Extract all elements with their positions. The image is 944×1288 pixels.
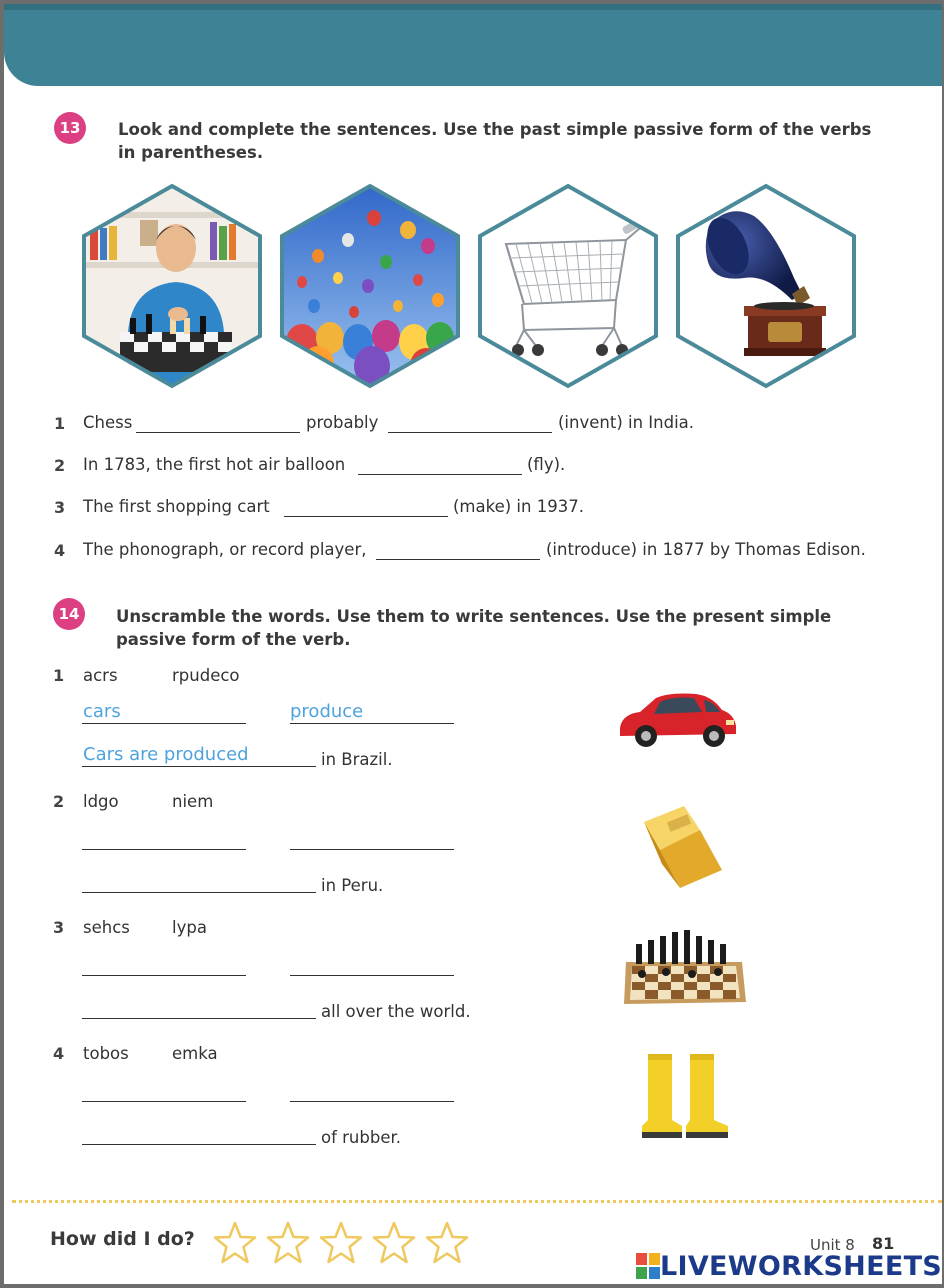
header-band [4, 4, 942, 86]
ex14-item-4-ending: of rubber. [321, 1128, 402, 1147]
ex13-sentence-3-blank[interactable] [284, 516, 448, 517]
ex13-sentence-1-blank-1[interactable] [136, 432, 300, 433]
liveworksheets-watermark [636, 1250, 942, 1282]
ex14-item-2-sentence-line[interactable] [82, 892, 316, 893]
ex14-item-1-number: 1 [53, 666, 65, 685]
ex14-item-2-line-1[interactable] [82, 849, 246, 850]
ex13-sentence-1-number: 1 [54, 414, 66, 433]
ex14-item-1-answer-2[interactable]: produce [290, 701, 364, 722]
exercise-14-badge: 14 [53, 598, 85, 630]
ex14-item-3-sentence-line[interactable] [82, 1018, 316, 1019]
ex14-item-2-scrambled-1: ldgo [83, 792, 119, 811]
page-number: 81 [872, 1234, 895, 1253]
ex14-item-3-ending: all over the world. [321, 1002, 471, 1021]
header-band-shade [4, 4, 942, 10]
ex14-item-4-sentence-line[interactable] [82, 1144, 316, 1145]
ex14-item-4-scrambled-2: emka [172, 1044, 218, 1063]
rating-star-1-icon[interactable] [212, 1220, 258, 1266]
phonograph-image [674, 182, 858, 390]
red-car-image [614, 688, 740, 752]
ex14-item-3-scrambled-1: sehcs [83, 918, 130, 937]
ex14-item-2-scrambled-2: niem [172, 792, 214, 811]
ex13-sentence-1-start: Chess [83, 413, 133, 432]
ex14-item-3-number: 3 [53, 918, 65, 937]
liveworksheets-brand: LIVEWORKSHEETS [660, 1250, 942, 1282]
ex14-item-2-number: 2 [53, 792, 65, 811]
exercise-13-instruction [118, 118, 871, 164]
exercise-14-instruction-line1: Unscramble the words. Use them to write sentences. Use the present simple [116, 607, 832, 626]
ex13-sentence-2-end: (fly). [527, 455, 566, 474]
ex14-item-4-line-1[interactable] [82, 1101, 246, 1102]
how-did-i-do-label: How did I do? [50, 1228, 195, 1250]
rating-star-3-icon[interactable] [318, 1220, 364, 1266]
ex13-sentence-1-end: (invent) in India. [558, 413, 695, 432]
boy-playing-chess-image [80, 182, 264, 390]
worksheet-page [4, 4, 942, 1284]
liveworksheets-logo-icon [636, 1253, 660, 1279]
ex14-item-1-line-1 [82, 723, 246, 724]
ex13-sentence-1-blank-2[interactable] [388, 432, 552, 433]
unit-label: Unit 8 [810, 1236, 855, 1254]
shopping-cart-image [476, 182, 660, 390]
ex14-item-1-line-2 [290, 723, 454, 724]
ex13-sentence-1-middle: probably [306, 413, 379, 432]
rating-star-5-icon[interactable] [424, 1220, 470, 1266]
ex14-item-2-ending: in Peru. [321, 876, 384, 895]
ex14-item-2-line-2[interactable] [290, 849, 454, 850]
ex14-item-4-scrambled-1: tobos [83, 1044, 129, 1063]
rubber-boots-image [636, 1050, 736, 1142]
exercise-13-badge: 13 [54, 112, 86, 144]
footer-divider [12, 1200, 942, 1203]
ex14-item-4-line-2[interactable] [290, 1101, 454, 1102]
ex13-sentence-2-start: In 1783, the first hot air balloon [83, 455, 346, 474]
ex14-item-1-sentence-answer[interactable]: Cars are produced [83, 744, 249, 765]
ex14-item-1-answer-1[interactable]: cars [83, 701, 121, 722]
exercise-14-instruction [116, 605, 831, 651]
rating-star-4-icon[interactable] [371, 1220, 417, 1266]
exercise-14-instruction-line2: passive form of the verb. [116, 630, 351, 649]
ex13-sentence-2-blank[interactable] [358, 474, 522, 475]
gold-bar-image [640, 800, 728, 890]
ex14-item-1-scrambled-1: acrs [83, 666, 118, 685]
ex14-item-4-number: 4 [53, 1044, 65, 1063]
ex14-item-1-sentence-line [82, 766, 316, 767]
ex13-sentence-3-end: (make) in 1937. [453, 497, 584, 516]
ex13-sentence-4-end: (introduce) in 1877 by Thomas Edison. [546, 540, 866, 559]
ex13-sentence-2-number: 2 [54, 456, 66, 475]
ex14-item-3-line-1[interactable] [82, 975, 246, 976]
ex13-sentence-3-number: 3 [54, 498, 66, 517]
chessboard-image [622, 922, 748, 1012]
ex13-sentence-4-number: 4 [54, 541, 66, 560]
ex14-item-1-ending: in Brazil. [321, 750, 393, 769]
ex13-sentence-3-start: The first shopping cart [83, 497, 270, 516]
rating-star-2-icon[interactable] [265, 1220, 311, 1266]
hot-air-balloons-image [278, 182, 462, 390]
ex14-item-3-scrambled-2: lypa [172, 918, 207, 937]
exercise-13-instruction-line1: Look and complete the sentences. Use the past simple passive form of the verbs [118, 120, 872, 139]
exercise-13-instruction-line2: in parentheses. [118, 143, 264, 162]
ex13-sentence-4-blank[interactable] [376, 559, 540, 560]
ex13-sentence-4-start: The phonograph, or record player, [83, 540, 367, 559]
ex14-item-1-scrambled-2: rpudeco [172, 666, 240, 685]
ex14-item-3-line-2[interactable] [290, 975, 454, 976]
